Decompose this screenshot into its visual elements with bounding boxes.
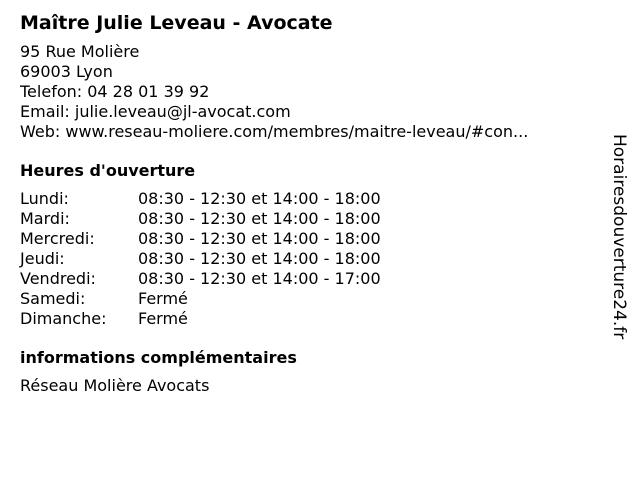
day-hours: 08:30 - 12:30 et 14:00 - 18:00	[138, 209, 381, 228]
hours-row-thursday	[20, 249, 600, 269]
hours-row-monday	[20, 189, 600, 209]
address-city: 69003 Lyon	[20, 62, 113, 81]
day-label: Lundi:	[20, 189, 69, 208]
contact-block	[20, 42, 600, 142]
day-label: Jeudi:	[20, 249, 65, 268]
day-hours: 08:30 - 12:30 et 14:00 - 18:00	[138, 249, 381, 268]
hours-row-tuesday	[20, 209, 600, 229]
phone-number: Telefon: 04 28 01 39 92	[20, 82, 210, 101]
address-street: 95 Rue Molière	[20, 42, 140, 61]
day-label: Dimanche:	[20, 309, 107, 328]
website-link[interactable]: Web: www.reseau-moliere.com/membres/maitre-leveau/#con...	[20, 122, 529, 141]
email-address: Email: julie.leveau@jl-avocat.com	[20, 102, 291, 121]
day-hours: 08:30 - 12:30 et 14:00 - 18:00	[138, 229, 381, 248]
day-hours: Fermé	[138, 289, 188, 308]
additional-info-text: Réseau Molière Avocats	[20, 376, 210, 395]
site-brand-label[interactable]: Horairesdouverture24.fr	[609, 134, 629, 340]
hours-row-sunday	[20, 309, 600, 329]
opening-hours-table	[20, 189, 600, 329]
day-label: Samedi:	[20, 289, 86, 308]
business-card	[20, 10, 600, 396]
day-hours: Fermé	[138, 309, 188, 328]
day-label: Vendredi:	[20, 269, 96, 288]
business-name: Maître Julie Leveau - Avocate	[20, 12, 333, 34]
additional-info-heading: informations complémentaires	[20, 348, 297, 367]
day-label: Mardi:	[20, 209, 70, 228]
day-label: Mercredi:	[20, 229, 95, 248]
day-hours: 08:30 - 12:30 et 14:00 - 18:00	[138, 189, 381, 208]
opening-hours-heading: Heures d'ouverture	[20, 161, 196, 180]
hours-row-friday	[20, 269, 600, 289]
hours-row-saturday	[20, 289, 600, 309]
hours-row-wednesday	[20, 229, 600, 249]
day-hours: 08:30 - 12:30 et 14:00 - 17:00	[138, 269, 381, 288]
